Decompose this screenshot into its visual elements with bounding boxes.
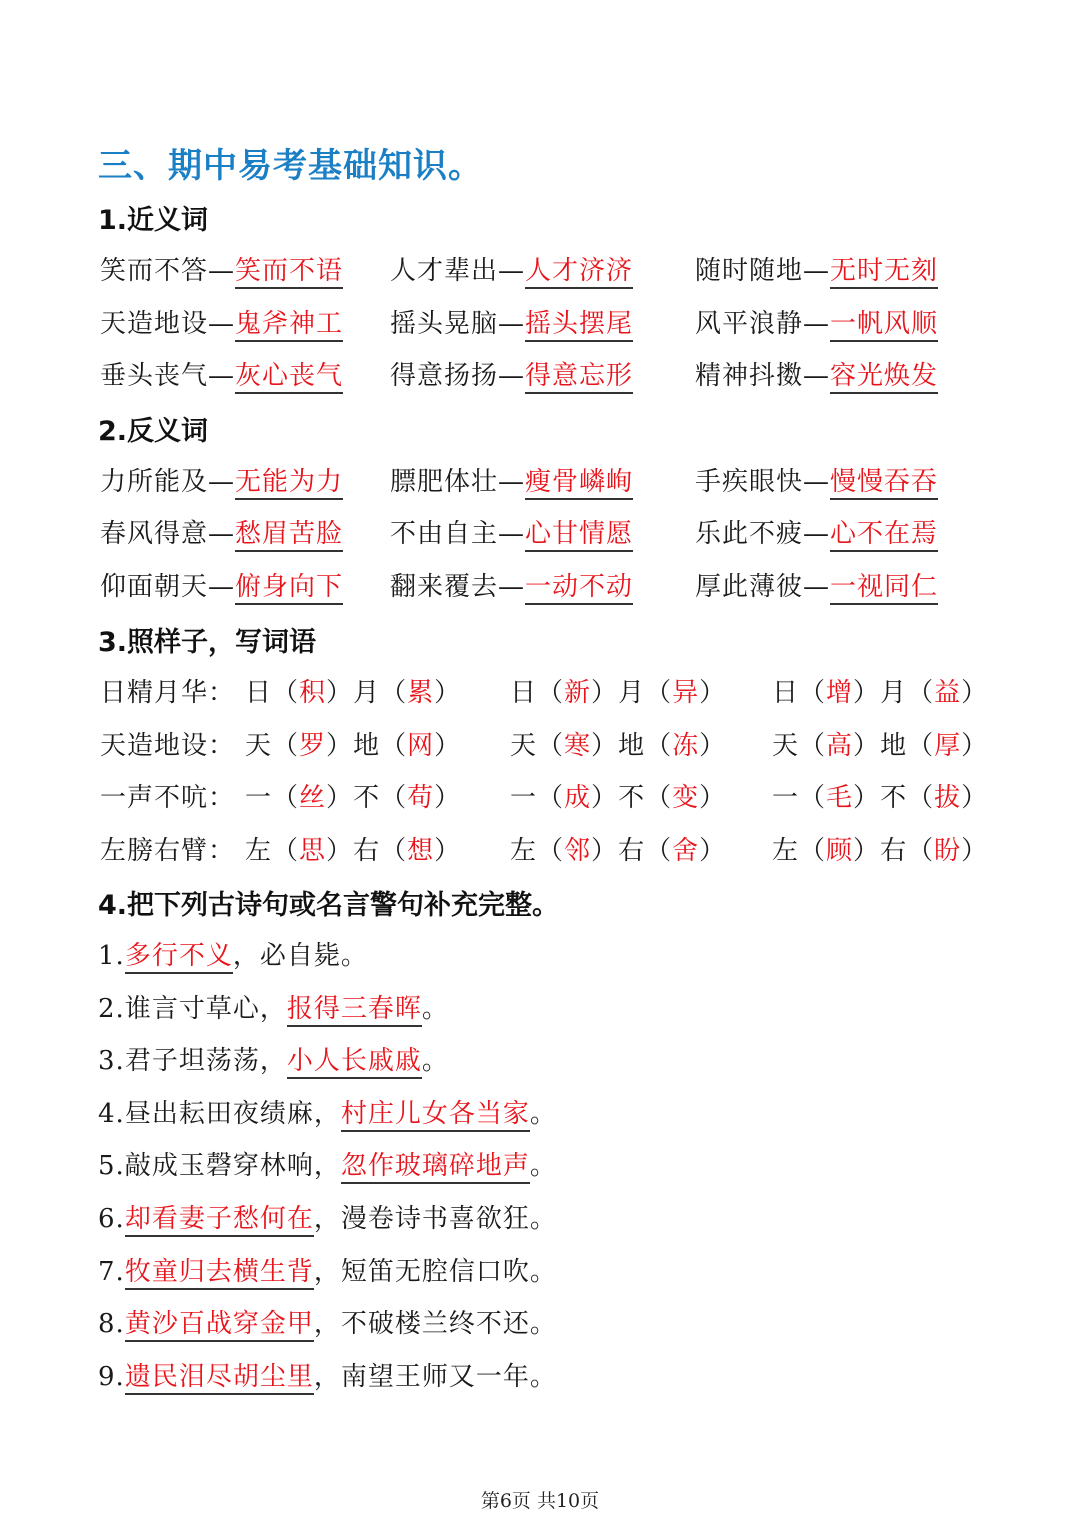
word: 笑而不答	[100, 256, 209, 286]
page-footer: 第6页 共10页	[480, 1490, 600, 1512]
poem-line	[98, 1145, 557, 1182]
pattern-char: 左	[245, 836, 273, 866]
line-number: 5.	[98, 1151, 125, 1181]
answer-char: 想	[407, 836, 435, 866]
close-paren: ）	[961, 678, 989, 708]
close-paren: ）	[699, 836, 727, 866]
close-paren: ）	[853, 783, 881, 813]
answer-char: 新	[564, 678, 592, 708]
pattern-char: 天	[772, 731, 800, 761]
pattern-row	[100, 777, 1000, 817]
open-paren: （	[799, 783, 827, 813]
antonyms-pair	[100, 566, 343, 603]
poem-line	[98, 1093, 557, 1130]
pattern-char: 右	[353, 836, 381, 866]
answer-text: 却看妻子愁何在	[125, 1204, 314, 1237]
line-text: 谁言寸草心，	[124, 994, 287, 1024]
open-paren: （	[380, 783, 408, 813]
antonyms-pair	[695, 566, 938, 603]
line-text: 君子坦荡荡，	[124, 1046, 287, 1076]
answer-char: 成	[564, 783, 592, 813]
pattern-char: 天	[245, 731, 273, 761]
word: 垂头丧气	[100, 361, 209, 391]
line-text: ，不破楼兰终不还。	[313, 1309, 557, 1339]
pattern-answer	[510, 830, 726, 867]
word: 力所能及	[100, 467, 209, 497]
line-text: ，必自毙。	[232, 941, 368, 971]
poem-line	[98, 935, 368, 972]
answer-char: 拔	[934, 783, 962, 813]
poem-line	[98, 1198, 557, 1235]
answer-word: 灰心丧气	[235, 361, 343, 394]
close-paren: ）	[434, 678, 462, 708]
pattern-answer	[245, 672, 461, 709]
answer-word: 心甘情愿	[525, 519, 633, 552]
close-paren: ）	[699, 783, 727, 813]
answer-word: 无时无刻	[830, 256, 938, 289]
pattern-char: 左	[772, 836, 800, 866]
line-text: ，短笛无腔信口吹。	[313, 1257, 557, 1287]
answer-word: 一动不动	[525, 572, 633, 605]
antonyms-pair	[695, 513, 938, 550]
synonyms-heading: 1.近义词	[98, 205, 209, 236]
open-paren: （	[645, 836, 673, 866]
close-paren: ）	[434, 836, 462, 866]
pattern-answer	[245, 777, 461, 814]
poem-line	[98, 988, 449, 1025]
close-paren: ）	[961, 836, 989, 866]
dash-separator: —	[803, 309, 831, 339]
synonyms-row	[100, 355, 1000, 395]
pattern-char: 不	[880, 783, 908, 813]
answer-text: 多行不义	[125, 941, 233, 974]
antonyms-heading: 2.反义词	[98, 416, 209, 447]
line-number: 2.	[98, 994, 125, 1024]
pattern-char: 右	[618, 836, 646, 866]
open-paren: （	[907, 836, 935, 866]
pattern-char: 一	[510, 783, 538, 813]
line-text: ，南望王师又一年。	[313, 1362, 557, 1392]
answer-char: 苟	[407, 783, 435, 813]
answer-char: 增	[826, 678, 854, 708]
open-paren: （	[907, 783, 935, 813]
pattern-row	[100, 725, 1000, 765]
line-number: 9.	[98, 1362, 125, 1392]
synonyms-pair	[100, 355, 343, 392]
answer-char: 益	[934, 678, 962, 708]
pattern-char: 日	[772, 678, 800, 708]
answer-text: 报得三春晖	[287, 994, 422, 1027]
line-text: ，漫卷诗书喜欲狂。	[313, 1204, 557, 1234]
close-paren: ）	[326, 836, 354, 866]
line-text: 。	[529, 1151, 557, 1181]
word: 不由自主	[390, 519, 499, 549]
dash-separator: —	[803, 361, 831, 391]
pattern-char: 一	[245, 783, 273, 813]
close-paren: ）	[961, 783, 989, 813]
answer-char: 思	[299, 836, 327, 866]
close-paren: ）	[434, 731, 462, 761]
word: 天造地设	[100, 309, 209, 339]
pattern-label: 日精月华：	[100, 678, 236, 708]
answer-text: 牧童归去横生背	[125, 1257, 314, 1290]
answer-char: 邻	[564, 836, 592, 866]
synonyms-row	[100, 303, 1000, 343]
line-text: 。	[421, 1046, 449, 1076]
dash-separator: —	[498, 572, 526, 602]
answer-char: 异	[672, 678, 700, 708]
answer-word: 摇头摆尾	[525, 309, 633, 342]
open-paren: （	[272, 783, 300, 813]
poem-line	[98, 1356, 557, 1393]
open-paren: （	[380, 836, 408, 866]
word: 膘肥体壮	[390, 467, 499, 497]
dash-separator: —	[208, 309, 236, 339]
answer-char: 变	[672, 783, 700, 813]
close-paren: ）	[591, 678, 619, 708]
pattern-row	[100, 672, 1000, 712]
pattern-char: 地	[353, 731, 381, 761]
open-paren: （	[537, 731, 565, 761]
close-paren: ）	[699, 731, 727, 761]
poem-line	[98, 1303, 557, 1340]
answer-word: 一视同仁	[830, 572, 938, 605]
line-text: 昼出耘田夜绩麻，	[124, 1099, 341, 1129]
open-paren: （	[645, 783, 673, 813]
answer-char: 毛	[826, 783, 854, 813]
answer-char: 厚	[934, 731, 962, 761]
answer-text: 遗民泪尽胡尘里	[125, 1362, 314, 1395]
synonyms-pair	[100, 303, 343, 340]
answer-word: 人才济济	[525, 256, 633, 289]
dash-separator: —	[498, 467, 526, 497]
antonyms-pair	[695, 461, 938, 498]
word: 随时随地	[695, 256, 804, 286]
pattern-char: 左	[510, 836, 538, 866]
close-paren: ）	[853, 836, 881, 866]
answer-word: 俯身向下	[235, 572, 343, 605]
word: 翻来覆去	[390, 572, 499, 602]
dash-separator: —	[498, 361, 526, 391]
answer-char: 顾	[826, 836, 854, 866]
answer-word: 无能为力	[235, 467, 343, 500]
pattern-label: 一声不吭：	[100, 783, 236, 813]
answer-word: 得意忘形	[525, 361, 633, 394]
antonyms-pair	[100, 461, 343, 498]
dash-separator: —	[208, 361, 236, 391]
dash-separator: —	[803, 572, 831, 602]
open-paren: （	[907, 731, 935, 761]
antonyms-row	[100, 461, 1000, 501]
close-paren: ）	[853, 678, 881, 708]
answer-word: 慢慢吞吞	[830, 467, 938, 500]
answer-text: 村庄儿女各当家	[341, 1099, 530, 1132]
line-number: 6.	[98, 1204, 125, 1234]
open-paren: （	[537, 678, 565, 708]
dash-separator: —	[803, 519, 831, 549]
line-text: 敲成玉磬穿林响，	[124, 1151, 341, 1181]
dash-separator: —	[208, 256, 236, 286]
line-number: 1.	[98, 941, 125, 971]
antonyms-row	[100, 566, 1000, 606]
patterns-heading: 3.照样子，写词语	[98, 627, 317, 658]
pattern-char: 不	[618, 783, 646, 813]
pattern-answer	[510, 725, 726, 762]
pattern-answer	[245, 725, 461, 762]
close-paren: ）	[326, 678, 354, 708]
antonyms-pair	[390, 513, 633, 550]
poem-line	[98, 1040, 449, 1077]
answer-word: 愁眉苦脸	[235, 519, 343, 552]
open-paren: （	[380, 731, 408, 761]
line-text: 。	[529, 1099, 557, 1129]
answer-text: 忽作玻璃碎地声	[341, 1151, 530, 1184]
close-paren: ）	[326, 783, 354, 813]
pattern-char: 日	[510, 678, 538, 708]
synonyms-pair	[695, 250, 938, 287]
answer-char: 舍	[672, 836, 700, 866]
pattern-row	[100, 830, 1000, 870]
answer-char: 冻	[672, 731, 700, 761]
answer-char: 网	[407, 731, 435, 761]
open-paren: （	[537, 783, 565, 813]
answer-word: 容光焕发	[830, 361, 938, 394]
dash-separator: —	[498, 519, 526, 549]
pattern-answer	[772, 777, 988, 814]
word: 得意扬扬	[390, 361, 499, 391]
synonyms-pair	[390, 303, 633, 340]
word: 仰面朝天	[100, 572, 209, 602]
line-number: 4.	[98, 1099, 125, 1129]
poem-line	[98, 1251, 557, 1288]
word: 摇头晃脑	[390, 309, 499, 339]
answer-char: 盼	[934, 836, 962, 866]
antonyms-pair	[390, 566, 633, 603]
antonyms-row	[100, 513, 1000, 553]
answer-word: 心不在焉	[830, 519, 938, 552]
open-paren: （	[272, 731, 300, 761]
pattern-answer	[510, 672, 726, 709]
dash-separator: —	[803, 467, 831, 497]
answer-char: 丝	[299, 783, 327, 813]
dash-separator: —	[208, 467, 236, 497]
answer-char: 高	[826, 731, 854, 761]
answer-word: 一帆风顺	[830, 309, 938, 342]
pattern-char: 月	[880, 678, 908, 708]
close-paren: ）	[434, 783, 462, 813]
word: 手疾眼快	[695, 467, 804, 497]
open-paren: （	[272, 836, 300, 866]
answer-char: 寒	[564, 731, 592, 761]
pattern-char: 天	[510, 731, 538, 761]
synonyms-row	[100, 250, 1000, 290]
dash-separator: —	[803, 256, 831, 286]
open-paren: （	[645, 678, 673, 708]
open-paren: （	[272, 678, 300, 708]
dash-separator: —	[208, 519, 236, 549]
answer-word: 瘦骨嶙峋	[525, 467, 633, 500]
pattern-answer	[772, 725, 988, 762]
answer-char: 积	[299, 678, 327, 708]
pattern-label: 天造地设：	[100, 731, 236, 761]
pattern-answer	[772, 830, 988, 867]
close-paren: ）	[326, 731, 354, 761]
poems-heading: 4.把下列古诗句或名言警句补充完整。	[98, 890, 560, 921]
close-paren: ）	[591, 731, 619, 761]
line-text: 。	[421, 994, 449, 1024]
antonyms-pair	[390, 461, 633, 498]
antonyms-pair	[100, 513, 343, 550]
word: 乐此不疲	[695, 519, 804, 549]
synonyms-pair	[390, 250, 633, 287]
word: 春风得意	[100, 519, 209, 549]
line-number: 3.	[98, 1046, 125, 1076]
pattern-char: 一	[772, 783, 800, 813]
close-paren: ）	[961, 731, 989, 761]
open-paren: （	[799, 678, 827, 708]
synonyms-pair	[390, 355, 633, 392]
pattern-char: 地	[880, 731, 908, 761]
pattern-char: 地	[618, 731, 646, 761]
pattern-char: 不	[353, 783, 381, 813]
dash-separator: —	[498, 256, 526, 286]
answer-char: 罗	[299, 731, 327, 761]
answer-text: 小人长戚戚	[287, 1046, 422, 1079]
dash-separator: —	[208, 572, 236, 602]
answer-word: 笑而不语	[235, 256, 343, 289]
line-number: 8.	[98, 1309, 125, 1339]
pattern-answer	[772, 672, 988, 709]
close-paren: ）	[853, 731, 881, 761]
pattern-char: 日	[245, 678, 273, 708]
answer-word: 鬼斧神工	[235, 309, 343, 342]
close-paren: ）	[699, 678, 727, 708]
section-title: 三、期中易考基础知识。	[98, 146, 483, 186]
pattern-label: 左膀右臂：	[100, 836, 236, 866]
open-paren: （	[799, 836, 827, 866]
word: 精神抖擞	[695, 361, 804, 391]
pattern-char: 月	[353, 678, 381, 708]
synonyms-pair	[695, 303, 938, 340]
synonyms-pair	[100, 250, 343, 287]
word: 风平浪静	[695, 309, 804, 339]
line-number: 7.	[98, 1257, 125, 1287]
answer-char: 累	[407, 678, 435, 708]
pattern-answer	[510, 777, 726, 814]
open-paren: （	[645, 731, 673, 761]
word: 厚此薄彼	[695, 572, 804, 602]
dash-separator: —	[498, 309, 526, 339]
close-paren: ）	[591, 836, 619, 866]
word: 人才辈出	[390, 256, 499, 286]
open-paren: （	[907, 678, 935, 708]
pattern-answer	[245, 830, 461, 867]
pattern-char: 右	[880, 836, 908, 866]
open-paren: （	[799, 731, 827, 761]
open-paren: （	[380, 678, 408, 708]
close-paren: ）	[591, 783, 619, 813]
open-paren: （	[537, 836, 565, 866]
answer-text: 黄沙百战穿金甲	[125, 1309, 314, 1342]
synonyms-pair	[695, 355, 938, 392]
pattern-char: 月	[618, 678, 646, 708]
